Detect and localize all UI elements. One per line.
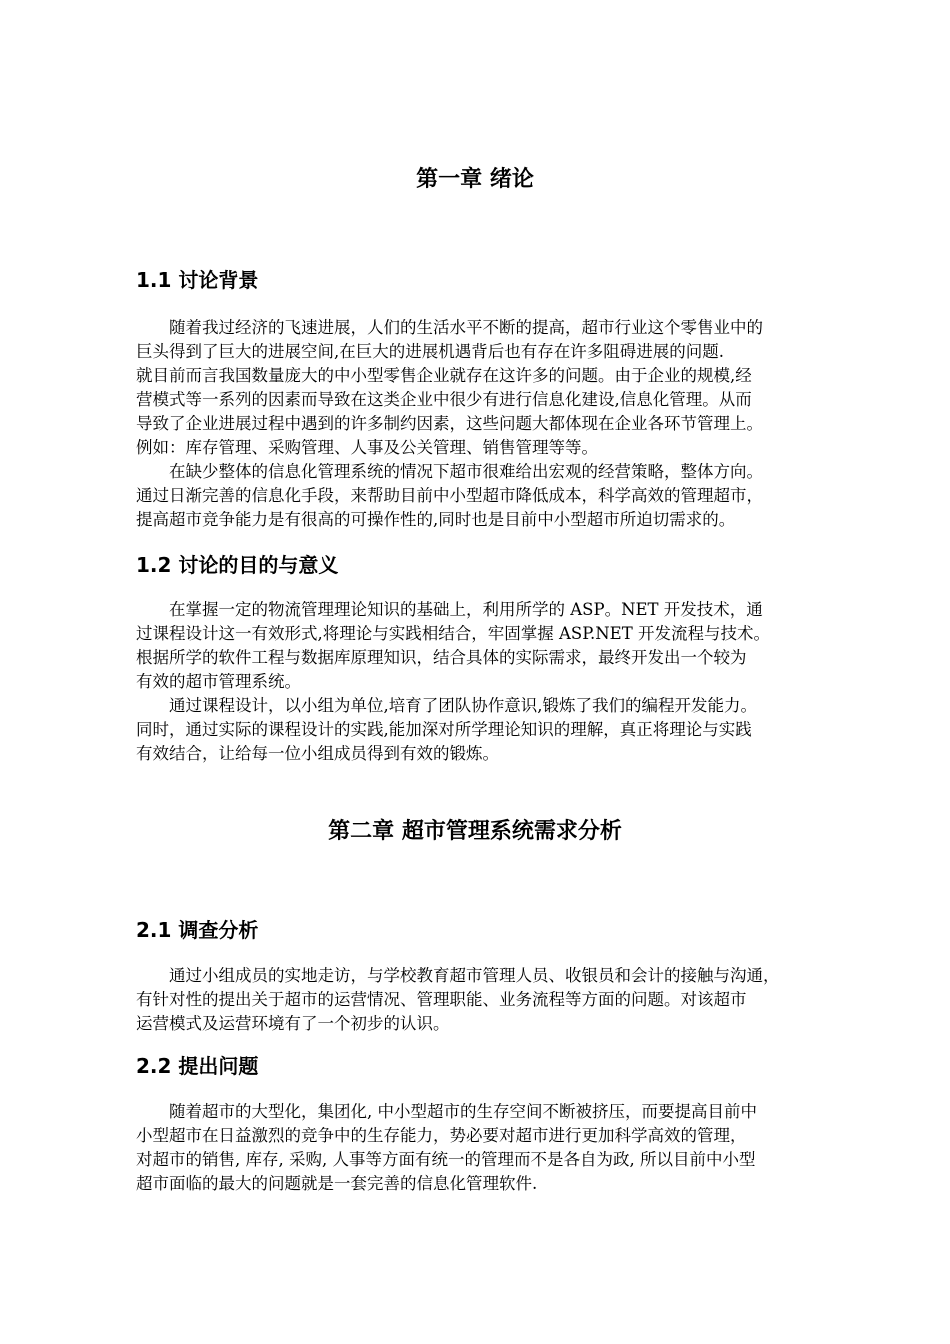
section-2-2-heading: 2.2 提出问题 — [136, 1054, 259, 1078]
text-line: 小型超市在日益激烈的竞争中的生存能力，势必要对超市进行更加科学高效的管理， — [136, 1126, 747, 1145]
text-line: 有效结合，让给每一位小组成员得到有效的锻炼。 — [136, 744, 499, 763]
text-line: 导致了企业进展过程中遇到的许多制约因素，这些问题大都体现在企业各环节管理上。 — [136, 414, 763, 433]
text-line: 在掌握一定的物流管理理论知识的基础上，利用所学的 ASP。NET 开发技术，通 — [136, 600, 763, 619]
text-line: 根据所学的软件工程与数据库原理知识，结合具体的实际需求，最终开发出一个较为 — [136, 648, 747, 667]
text-line: 有针对性的提出关于超市的运营情况、管理职能、业务流程等方面的问题。对该超市 — [136, 990, 747, 1009]
text-line: 例如：库存管理、采购管理、人事及公关管理、销售管理等等。 — [136, 438, 598, 457]
text-line: 通过小组成员的实地走访，与学校教育超市管理人员、收银员和会计的接触与沟通， — [136, 966, 780, 985]
text-line: 就目前而言我国数量庞大的中小型零售企业就存在这许多的问题。由于企业的规模,经 — [136, 366, 752, 385]
text-line: 通过课程设计，以小组为单位,培育了团队协作意识,锻炼了我们的编程开发能力。 — [136, 696, 757, 715]
text-line: 对超市的销售, 库存, 采购, 人事等方面有统一的管理而不是各自为政, 所以目前中小型 — [136, 1150, 756, 1169]
section-1-2-heading: 1.2 讨论的目的与意义 — [136, 553, 339, 577]
chapter-1-title: 第一章 绪论 — [416, 167, 534, 192]
section-2-1-body — [136, 964, 866, 1036]
section-1-2-body — [136, 598, 866, 766]
text-line: 通过日渐完善的信息化手段，来帮助目前中小型超市降低成本，科学高效的管理超市， — [136, 486, 763, 505]
text-line: 在缺少整体的信息化管理系统的情况下超市很难给出宏观的经营策略，整体方向。 — [136, 462, 763, 481]
section-2-2-body — [136, 1100, 866, 1196]
text-line: 过课程设计这一有效形式,将理论与实践相结合，牢固掌握 ASP.NET 开发流程与技术。 — [136, 624, 770, 643]
text-line: 营模式等一系列的因素而导致在这类企业中很少有进行信息化建设,信息化管理。从而 — [136, 390, 752, 409]
chapter-2-title: 第二章 超市管理系统需求分析 — [328, 819, 622, 844]
section-1-1-heading: 1.1 讨论背景 — [136, 268, 259, 292]
text-line: 提高超市竞争能力是有很高的可操作性的,同时也是目前中小型超市所迫切需求的。 — [136, 510, 736, 529]
text-line: 同时，通过实际的课程设计的实践,能加深对所学理论知识的理解，真正将理论与实践 — [136, 720, 752, 739]
text-line: 巨头得到了巨大的进展空间,在巨大的进展机遇背后也有存在许多阻碍进展的问题. — [136, 342, 724, 361]
text-line: 运营模式及运营环境有了一个初步的认识。 — [136, 1014, 450, 1033]
section-1-1-body — [136, 316, 866, 532]
text-line: 超市面临的最大的问题就是一套完善的信息化管理软件. — [136, 1174, 538, 1193]
section-2-1-heading: 2.1 调查分析 — [136, 918, 259, 942]
text-line: 有效的超市管理系统。 — [136, 672, 301, 691]
text-line: 随着我过经济的飞速进展，人们的生活水平不断的提高，超市行业这个零售业中的 — [136, 318, 763, 337]
text-line: 随着超市的大型化，集团化, 中小型超市的生存空间不断被挤压，而要提高目前中 — [136, 1102, 757, 1121]
